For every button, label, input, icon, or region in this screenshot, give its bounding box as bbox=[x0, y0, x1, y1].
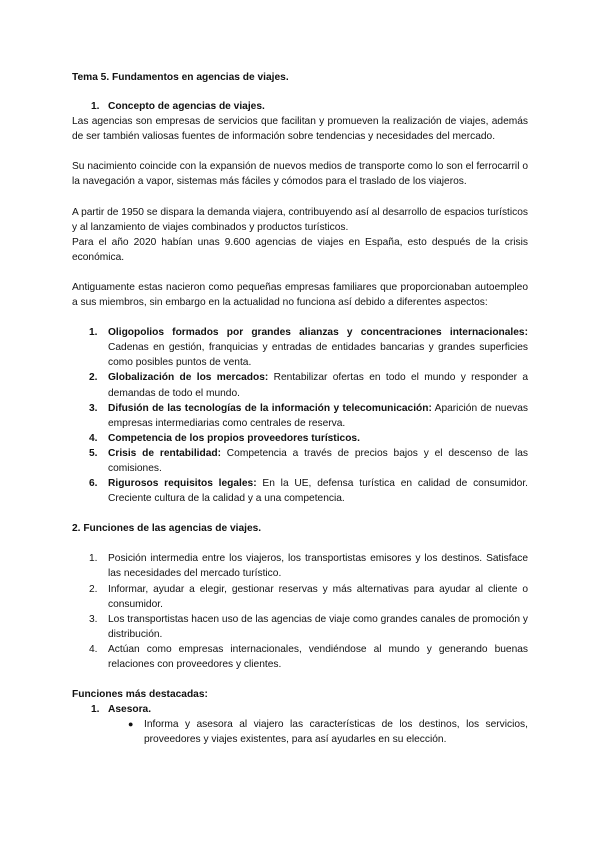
list-item bbox=[89, 325, 528, 370]
subsection-heading bbox=[72, 702, 528, 717]
aspects-list bbox=[89, 325, 528, 506]
list-item bbox=[89, 431, 528, 446]
list-item-text: Cadenas en gestión, franquicias y entradas de entidades bancarias y grandes superficies como posibles puntos de venta. bbox=[108, 342, 528, 369]
list-number: 6. bbox=[89, 478, 98, 490]
list-item bbox=[89, 370, 528, 400]
list-number: 2. bbox=[89, 372, 98, 384]
list-item-bold: Oligopolios formados por grandes alianzas y concentraciones internacionales: bbox=[108, 327, 528, 339]
list-item-text: Aparición de nuevas empresas intermediarias como centrales de reserva. bbox=[108, 402, 528, 429]
list-item-text: Rentabilizar ofertas en todo el mundo y responder a demandas de todo el mundo. bbox=[108, 372, 528, 399]
document-page bbox=[72, 70, 528, 747]
section1-heading bbox=[72, 99, 528, 114]
list-item-bold: Globalización de los mercados: bbox=[108, 372, 269, 384]
list-item-text: Posición intermedia entre los viajeros, los transportistas emisores y los destinos. Satisface las necesidades del mercado turístico. bbox=[108, 553, 528, 580]
section3-heading: Funciones más destacadas: bbox=[72, 689, 208, 701]
subsection-heading-text: Asesora. bbox=[108, 704, 152, 716]
list-number: 5. bbox=[89, 447, 98, 459]
list-item-bold: Competencia de los propios proveedores turísticos. bbox=[108, 432, 360, 444]
list-number: 3. bbox=[89, 613, 98, 625]
list-item-bold: Difusión de las tecnologías de la información y telecomunicación: bbox=[108, 402, 432, 414]
paragraph: Las agencias son empresas de servicios que facilitan y promueven la realización de viajes, además de ser también valiosas fuentes de información sobre tendencias y necesidades del mercado. bbox=[72, 116, 528, 143]
list-item-bold: Rigurosos requisitos legales: bbox=[108, 478, 257, 490]
list-item-text: Los transportistas hacen uso de las agencias de viaje como grandes canales de promoción y distribución. bbox=[108, 613, 528, 640]
list-number: 2. bbox=[89, 583, 98, 595]
section1-number: 1. bbox=[91, 101, 100, 113]
paragraph: Para el año 2020 habían unas 9.600 agencias de viajes en España, esto después de la crisis económica. bbox=[72, 236, 528, 263]
list-number: 1. bbox=[89, 327, 98, 339]
bullet-icon: ● bbox=[128, 719, 134, 730]
list-item-bold: Crisis de rentabilidad: bbox=[108, 447, 221, 459]
functions-list bbox=[89, 551, 528, 672]
paragraph: Su nacimiento coincide con la expansión de nuevos medios de transporte como lo son el ferrocarril o la navegación a vapor, sistemas más fáciles y cómodos para el traslado de los viajeros. bbox=[72, 161, 528, 188]
bullet-item bbox=[72, 717, 528, 747]
list-item-text: En la UE, defensa turística en calidad de consumidor. Creciente cultura de la calidad y a una competencia. bbox=[108, 478, 528, 505]
list-number: 4. bbox=[89, 643, 98, 655]
list-item bbox=[89, 642, 528, 672]
list-item bbox=[89, 612, 528, 642]
document-title: Tema 5. Fundamentos en agencias de viajes. bbox=[72, 72, 289, 83]
list-item-text: Actúan como empresas internacionales, vendiéndose al mundo y generando buenas relaciones con proveedores y clientes. bbox=[108, 643, 528, 670]
section2-heading: 2. Funciones de las agencias de viajes. bbox=[72, 523, 262, 535]
list-item bbox=[89, 446, 528, 476]
bullet-text: Informa y asesora al viajero las características de los destinos, los servicios, proveedores y viajes existentes, para así ayudarles en su elección. bbox=[144, 719, 528, 746]
list-number: 3. bbox=[89, 402, 98, 414]
list-item-text: Informar, ayudar a elegir, gestionar reservas y más alternativas para ayudar al cliente o consumidor. bbox=[108, 583, 528, 610]
paragraph: A partir de 1950 se dispara la demanda viajera, contribuyendo así al desarrollo de espacios turísticos y al lanzamiento de viajes combinados y productos turísticos. bbox=[72, 206, 528, 233]
section1-heading-text: Concepto de agencias de viajes. bbox=[108, 101, 265, 113]
list-item bbox=[89, 476, 528, 506]
paragraph: Antiguamente estas nacieron como pequeñas empresas familiares que proporcionaban autoempleo a sus miembros, sin embargo en la actualidad no funciona así debido a diferentes aspectos: bbox=[72, 281, 528, 309]
list-number: 4. bbox=[89, 432, 98, 444]
list-number: 1. bbox=[89, 553, 98, 565]
subsection-number: 1. bbox=[91, 704, 100, 716]
list-item bbox=[89, 401, 528, 431]
list-item bbox=[89, 582, 528, 612]
list-item bbox=[89, 551, 528, 581]
list-item-text: Competencia a través de precios bajos y el descenso de las comisiones. bbox=[108, 447, 528, 474]
